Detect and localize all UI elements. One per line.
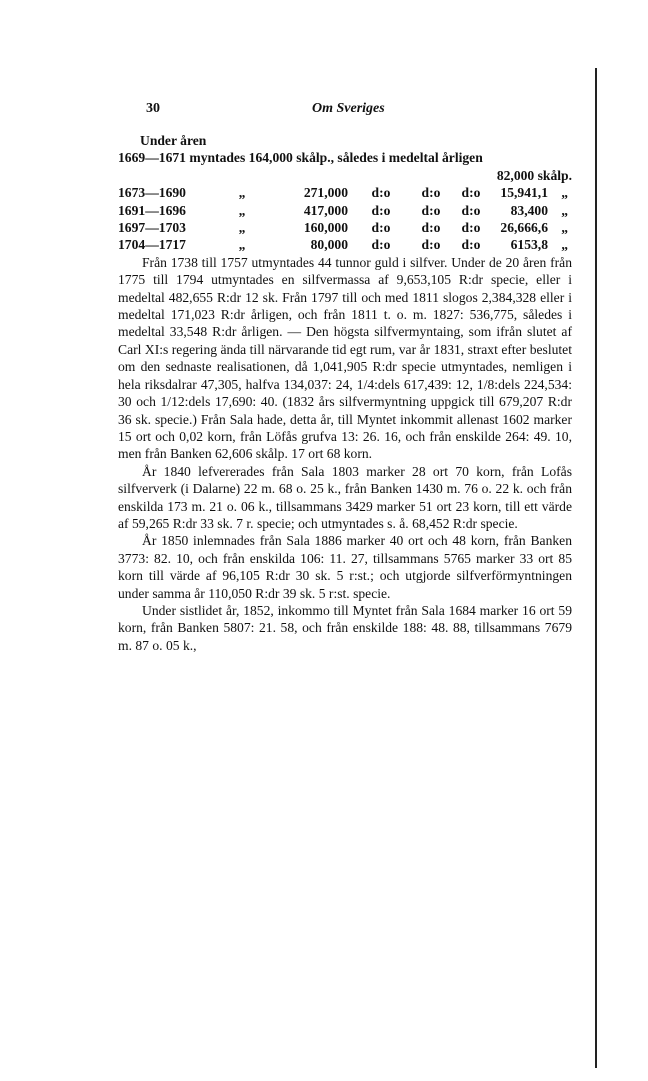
row-average: 6153,8	[510, 237, 548, 253]
table-first-row-continuation: 82,000 skålp.	[496, 167, 572, 183]
row-average: 15,941,1	[500, 185, 548, 201]
row-amount: 80,000	[310, 237, 348, 253]
table-row	[118, 236, 572, 253]
row-ditto: d:o	[461, 185, 481, 201]
row-ditto-mark: „	[238, 185, 246, 201]
page-edge-rule	[595, 68, 597, 1068]
row-amount: 160,000	[303, 220, 348, 236]
row-ditto: d:o	[371, 237, 391, 253]
table-row	[118, 184, 572, 201]
row-end-mark: „	[561, 202, 568, 218]
book-page	[118, 100, 572, 654]
row-ditto: d:o	[421, 185, 441, 201]
row-years: 1697—1703	[118, 220, 186, 236]
paragraph-year-1850: År 1850 inlemnades från Sala 1886 marker 40 ort och 48 korn, från Banken 3773: 82. 10, och från enskilda 106: 11. 27, tillsammans 5765 marker 33 ort 85 korn till värde af 96,105 R:dr 30 sk. 5 r:st.; och utgjorde silfverförmyntningen under samma år 110,050 R:dr 39 sk. 5 r:st. specie.	[118, 533, 572, 601]
table-row	[118, 202, 572, 219]
row-ditto-mark: „	[238, 202, 246, 218]
row-ditto: d:o	[421, 202, 441, 218]
running-header	[118, 100, 572, 120]
paragraph-silver-coinage: Från 1738 till 1757 utmyntades 44 tunnor guld i silfver. Under de 20 åren från 1775 till 1794 utmyntades en silfvermassa af 9,653,105 R:dr specie, eller i medeltal 482,655 R:dr 12 sk. Från 1797 till och med 1811 slogos 2,384,328 eller i medeltal 171,023 R:dr årligen, och från 1811 t. o. m. 1827: 536,775, således i medeltal 33,548 R:dr årligen. — Den högsta silfvermyntaing, som ifrån slutet af Carl XI:s regering ända till närvarande tid egt rum, var år 1831, straxt efter beslutet om den sednaste realisationen, då 1,041,905 R:dr specie utmyntades, nemligen i hela riksdalrar 47,305, halfva 134,037: 24, 1/4:dels 617,439: 12, 1/8:dels 224,534: 30 och 1/12:dels 17,690: 40. (1832 års silfvermyntning uppgick till 679,207 R:dr 36 sk. specie.) Från Sala hade, detta år, till Myntet inkommit allenast 1602 marker 15 ort och 0,02 korn, från Löfås grufva 13: 26. 16, och från enskilde 264: 49. 10, men från Banken 62,606 skålp. 17 ort 68 korn.	[118, 254, 572, 462]
row-average: 83,400	[510, 202, 548, 218]
row-years: 1691—1696	[118, 202, 186, 218]
paragraph-year-1852: Under sistlidet år, 1852, inkommo till Myntet från Sala 1684 marker 16 ort 59 korn, från Banken 5807: 21. 58, och från enskilde 188: 48. 88, tillsammans 7679 m. 87 o. 05 k.,	[118, 602, 572, 653]
row-ditto-mark: „	[238, 220, 246, 236]
row-end-mark: „	[561, 185, 568, 201]
row-ditto: d:o	[461, 202, 481, 218]
row-ditto-mark: „	[238, 237, 246, 253]
row-ditto: d:o	[461, 220, 481, 236]
paragraph-year-1840: År 1840 lefvererades från Sala 1803 marker 28 ort 70 korn, från Lofås silfververk (i Dalarne) 22 m. 68 o. 25 k., från Banken 1430 m. 76 o. 22 k. och från enskilda 173 m. 21 o. 06 k., tillsammans 3429 marker 51 ort 23 korn, till ett värde af 59,265 R:dr 33 sk. 7 r. specie; och utmyntades s. å. 68,452 R:dr specie.	[118, 463, 572, 531]
row-ditto: d:o	[421, 220, 441, 236]
running-title: Om Sveriges	[312, 101, 385, 116]
table-row	[118, 219, 572, 236]
row-ditto: d:o	[371, 202, 391, 218]
page-number: 30	[146, 101, 160, 116]
row-ditto: d:o	[461, 237, 481, 253]
table-heading: Under åren	[140, 133, 207, 148]
row-years: 1704—1717	[118, 237, 186, 253]
row-amount: 417,000	[303, 202, 348, 218]
row-end-mark: „	[561, 237, 568, 253]
row-end-mark: „	[561, 220, 568, 236]
row-ditto: d:o	[371, 185, 391, 201]
table-first-row: 1669—1671 myntades 164,000 skålp., således i medeltal årligen	[118, 150, 483, 166]
row-years: 1673—1690	[118, 185, 186, 201]
row-ditto: d:o	[421, 237, 441, 253]
row-ditto: d:o	[371, 220, 391, 236]
row-amount: 271,000	[303, 185, 348, 201]
row-average: 26,666,6	[500, 220, 548, 236]
